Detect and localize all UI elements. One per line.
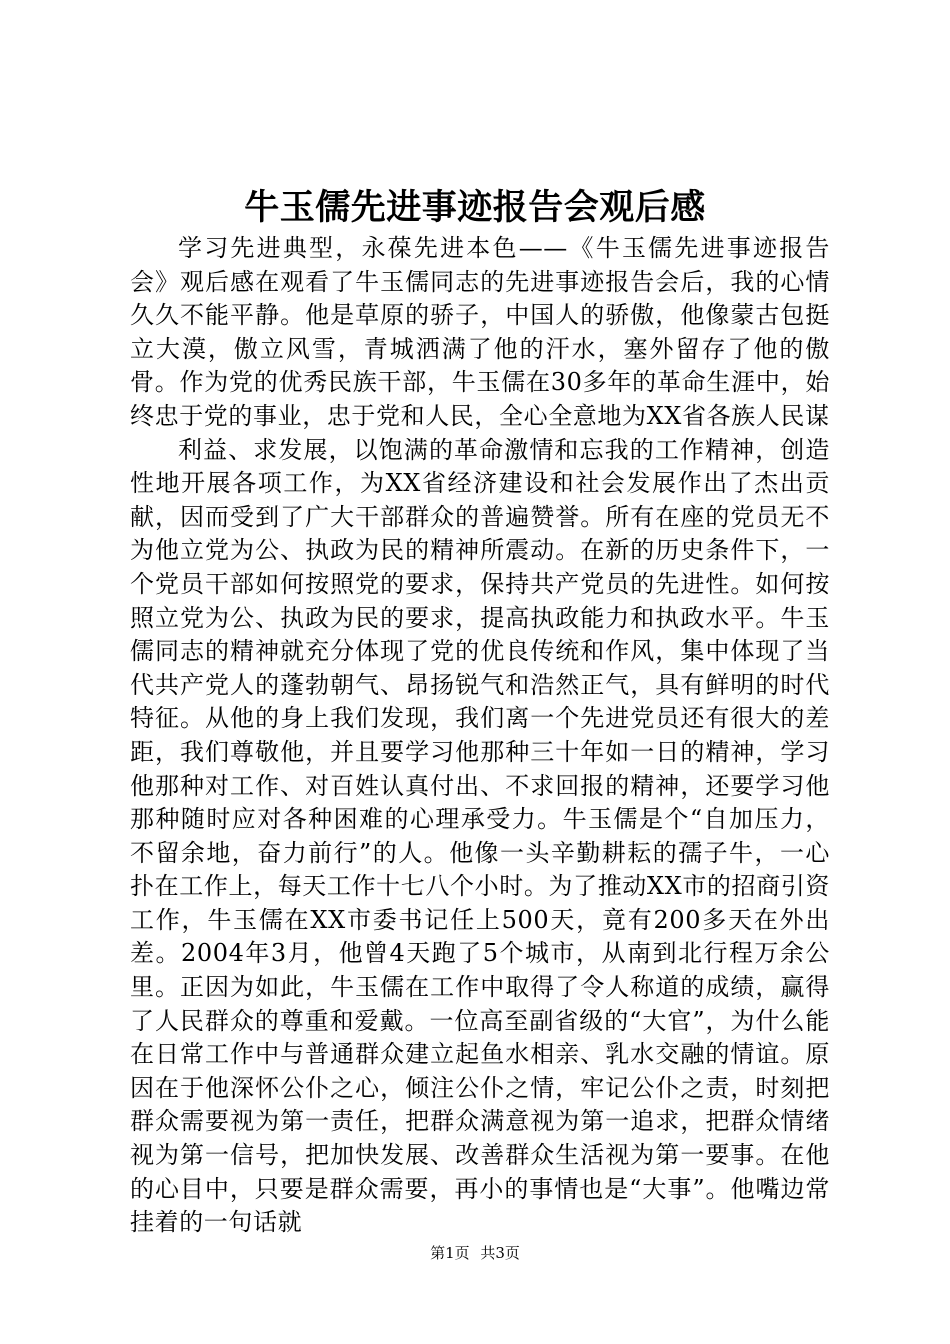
paragraph-1: 学习先进典型，永葆先进本色——《牛玉儒先进事迹报告会》观后感在观看了牛玉儒同志的先进事迹报告会后，我的心情久久不能平静。他是草原的骄子，中国人的骄傲，他像蒙古包挺立大漠，傲立风雪，青城洒满了他的汗水，塞外留存了他的傲骨。作为党的优秀民族干部，牛玉儒在30多年的革命生涯中，始终忠于党的事业，忠于党和人民，全心全意地为XX省各族人民谋 [130,234,830,430]
document-body [130,232,830,1240]
document-title: 牛玉儒先进事迹报告会观后感 [244,187,706,228]
paragraph-2: 利益、求发展，以饱满的革命激情和忘我的工作精神，创造性地开展各项工作，为XX省经济建设和社会发展作出了杰出贡献，因而受到了广大干部群众的普遍赞誉。所有在座的党员无不为他立党为公、执政为民的精神所震动。在新的历史条件下，一个党员干部如何按照党的要求，保持共产党员的先进性。如何按照立党为公、执政为民的要求，提高执政能力和执政水平。牛玉儒同志的精神就充分体现了党的优良传统和作风，集中体现了当代共产党人的蓬勃朝气、昂扬锐气和浩然正气，具有鲜明的时代特征。从他的身上我们发现，我们离一个先进党员还有很大的差距，我们尊敬他，并且要学习他那种三十年如一日的精神，学习他那种对工作、对百姓认真付出、不求回报的精神，还要学习他那种随时应对各种困难的心理承受力。牛玉儒是个“自加压力，不留余地，奋力前行”的人。他像一头辛勤耕耘的孺子牛，一心扑在工作上，每天工作十七八个小时。为了推动XX市的招商引资工作，牛玉儒在XX市委书记任上500天，竟有200多天在外出差。2004年3月，他曾4天跑了5个城市，从南到北行程万余公里。正因为如此，牛玉儒在工作中取得了令人称道的成绩，赢得了人民群众的尊重和爱戴。一位高至副省级的“大官”，为什么能在日常工作中与普通群众建立起鱼水相亲、乳水交融的情谊。原因在于他深怀公仆之心，倾注公仆之情，牢记公仆之责，时刻把群众需要视为第一责任，把群众满意视为第一追求，把群众情绪视为第一信号，把加快发展、改善群众生活视为第一要事。在他的心目中，只要是群众需要，再小的事情也是“大事”。他嘴边常挂着的一句话就 [130,435,830,1237]
page-footer [0,1241,950,1265]
page-number-total: 共3页 [480,1244,520,1262]
page-number-current: 第1页 [430,1244,470,1262]
